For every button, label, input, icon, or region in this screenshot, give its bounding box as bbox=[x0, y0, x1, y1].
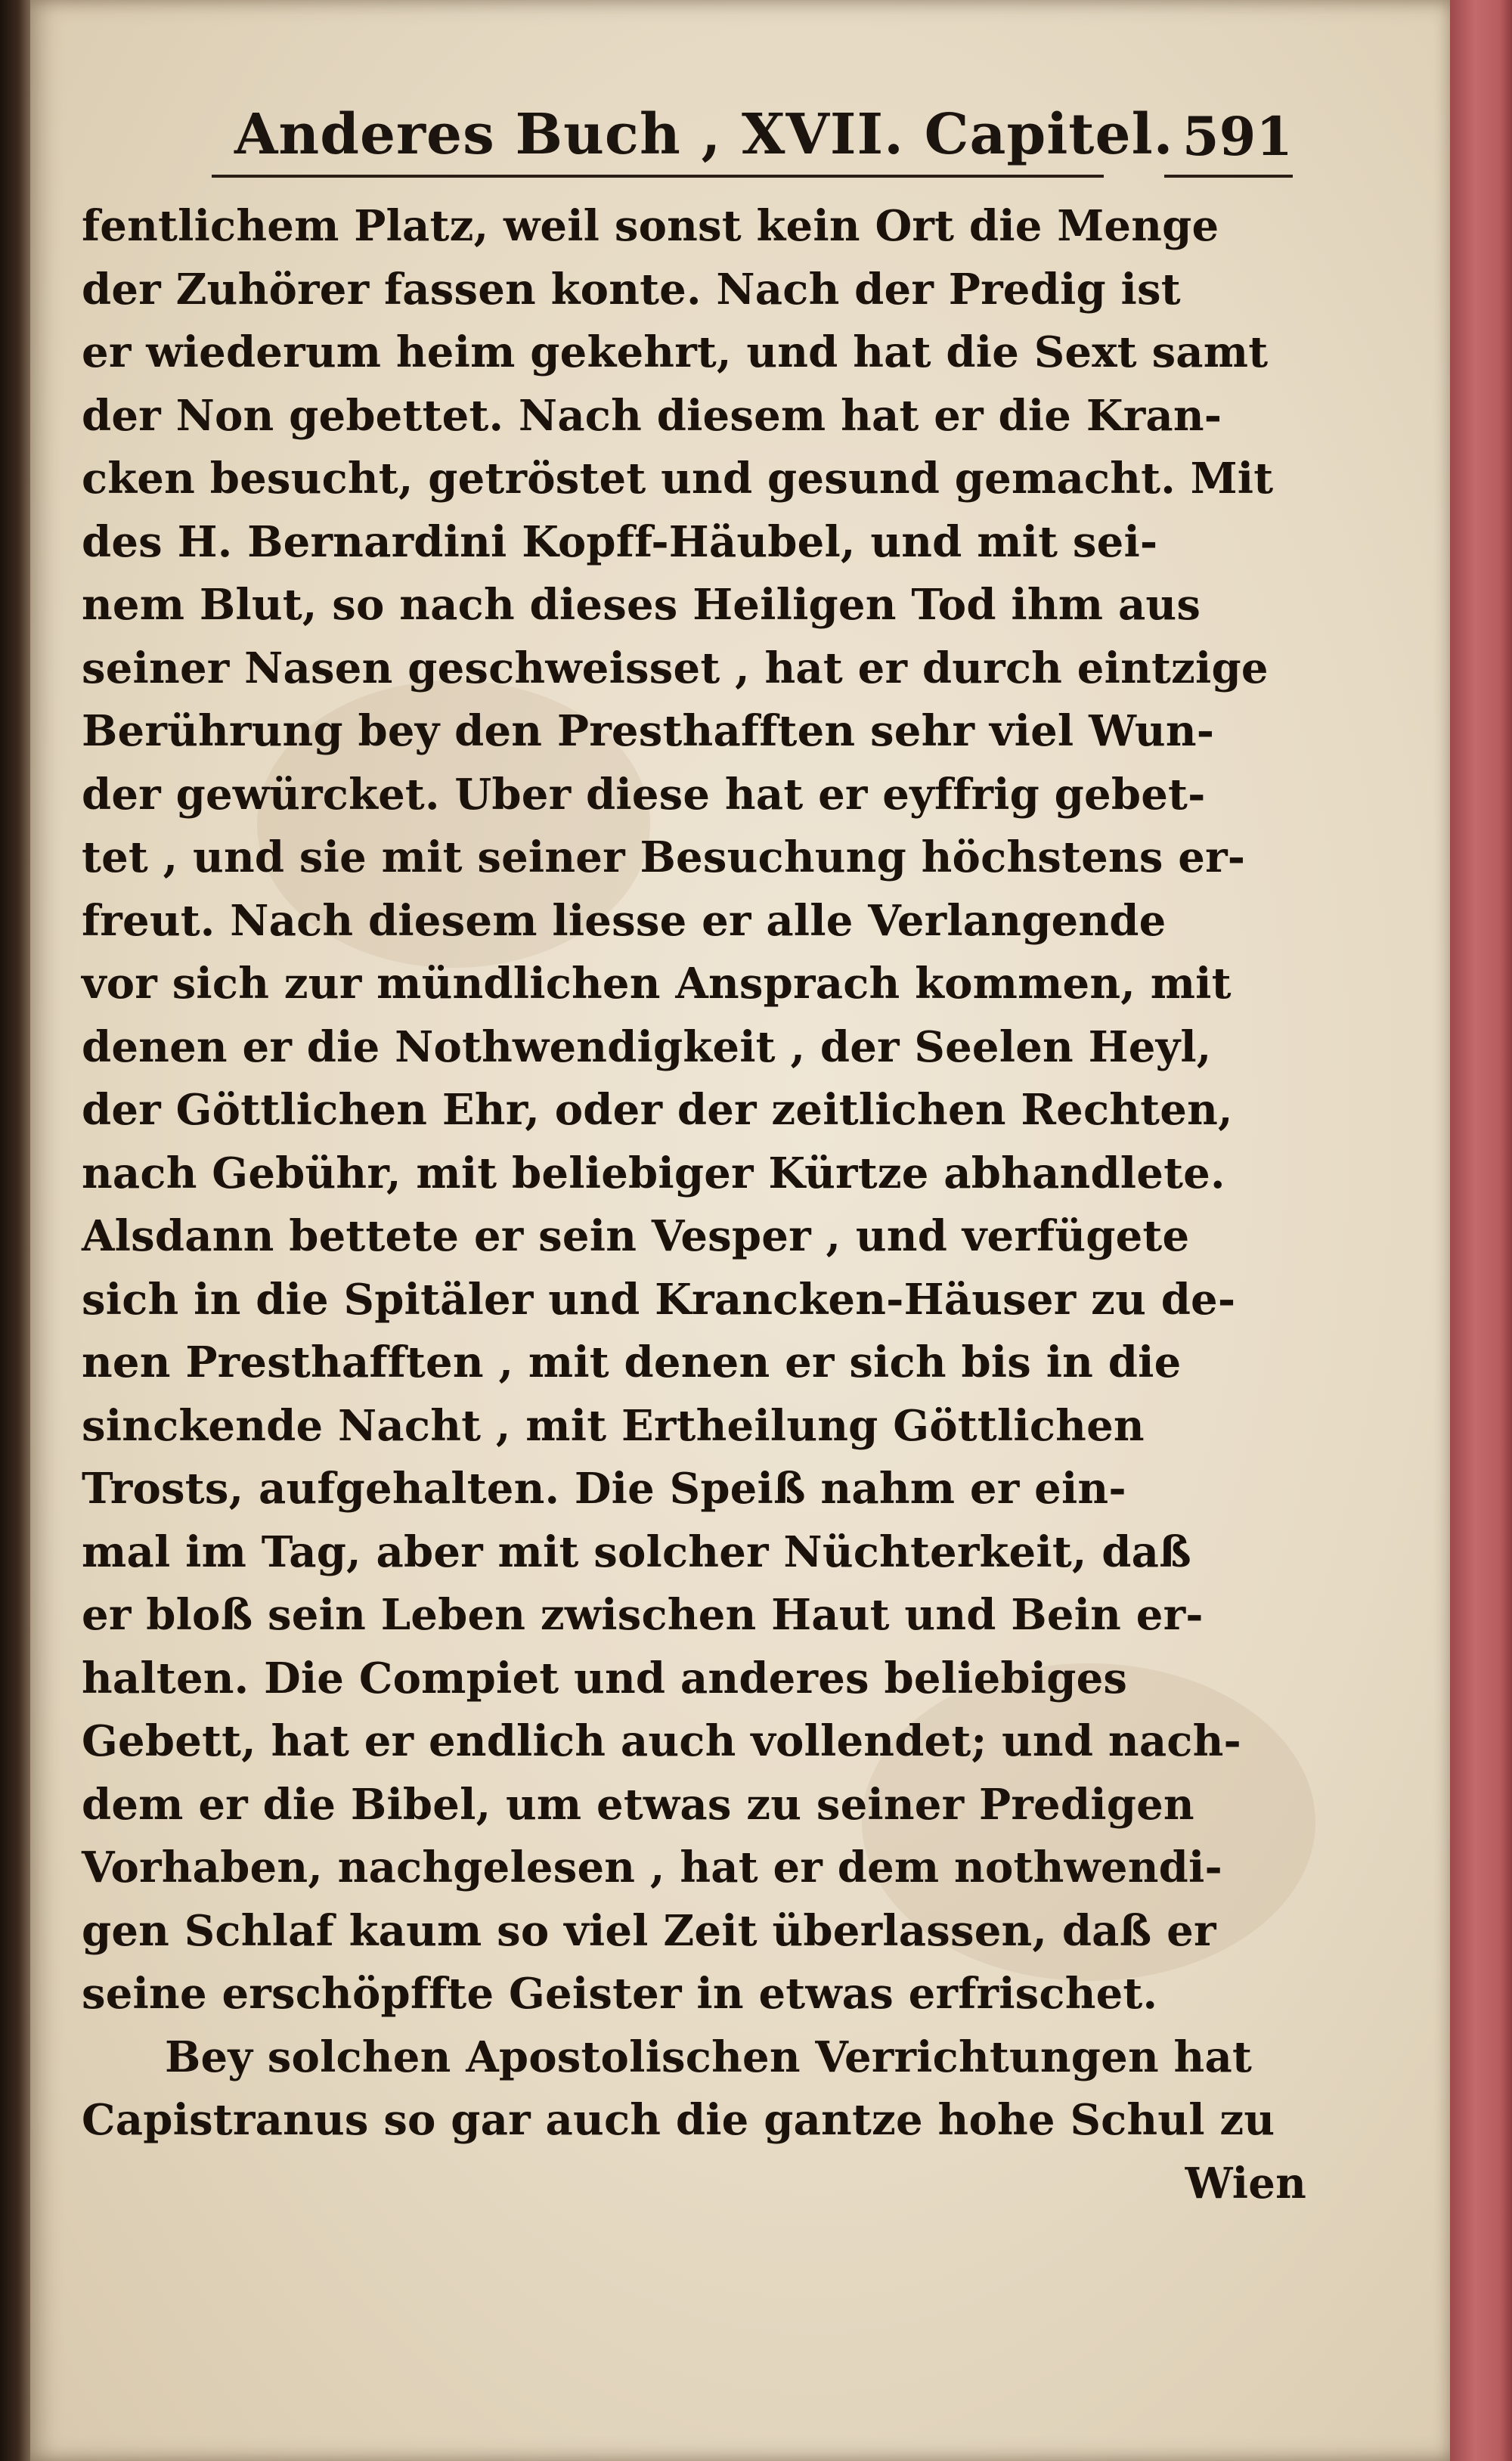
paragraph-start-line: Bey solchen Apostolischen Verrichtungen hat bbox=[165, 2032, 1253, 2082]
text-line: freut. Nach diesem liesse er alle Verlangende bbox=[82, 895, 1167, 946]
text-line: der gewürcket. Uber diese hat er eyffrig gebet- bbox=[82, 769, 1206, 820]
book-page bbox=[30, 0, 1452, 2461]
text-line: Gebett, hat er endlich auch vollendet; und nach- bbox=[82, 1716, 1241, 1766]
text-line: des H. Bernardini Kopff-Häubel, und mit sei- bbox=[82, 516, 1158, 567]
red-page-edge bbox=[1450, 0, 1512, 2461]
text-line: tet , und sie mit seiner Besuchung höchstens er- bbox=[82, 832, 1246, 882]
text-line: der Zuhörer fassen konte. Nach der Predig ist bbox=[82, 264, 1181, 315]
text-line: Alsdann bettete er sein Vesper , und verfügete bbox=[82, 1211, 1190, 1261]
text-line: dem er die Bibel, um etwas zu seiner Predigen bbox=[82, 1779, 1194, 1830]
text-line: mal im Tag, aber mit solcher Nüchterkeit, daß bbox=[82, 1527, 1191, 1577]
text-line: er bloß sein Leben zwischen Haut und Bein er- bbox=[82, 1590, 1204, 1640]
running-head-title: Anderes Buch , XVII. Capitel. bbox=[234, 102, 1174, 167]
text-line: er wiederum heim gekehrt, und hat die Sext samt bbox=[82, 327, 1269, 377]
catchword: Wien bbox=[1185, 2158, 1306, 2208]
text-line: seiner Nasen geschweisset , hat er durch eintzige bbox=[82, 643, 1269, 693]
text-line: vor sich zur mündlichen Ansprach kommen, mit bbox=[82, 959, 1232, 1009]
text-line: der Göttlichen Ehr, oder der zeitlichen Rechten, bbox=[82, 1085, 1233, 1135]
text-line: sinckende Nacht , mit Ertheilung Göttlichen bbox=[82, 1400, 1145, 1451]
text-line: nem Blut, so nach dieses Heiligen Tod ihm aus bbox=[82, 580, 1201, 630]
text-line: der Non gebettet. Nach diesem hat er die Kran- bbox=[82, 390, 1222, 441]
text-line: fentlichem Platz, weil sonst kein Ort die Menge bbox=[82, 201, 1219, 251]
text-line: Capistranus so gar auch die gantze hohe Schul zu bbox=[82, 2095, 1275, 2145]
text-line: Vorhaben, nachgelesen , hat er dem nothwendi- bbox=[82, 1843, 1222, 1892]
text-line: Berührung bey den Presthafften sehr viel Wun- bbox=[82, 706, 1215, 756]
page-number: 591 bbox=[1182, 105, 1293, 168]
text-line: nach Gebühr, mit beliebiger Kürtze abhandlete. bbox=[82, 1148, 1225, 1198]
head-rule-left bbox=[212, 175, 1104, 178]
text-line: seine erschöpffte Geister in etwas erfrischet. bbox=[82, 1969, 1158, 2019]
text-line: denen er die Nothwendigkeit , der Seelen Heyl, bbox=[82, 1021, 1212, 1072]
text-line: Trosts, aufgehalten. Die Speiß nahm er ein- bbox=[82, 1464, 1126, 1514]
book-gutter bbox=[0, 0, 30, 2461]
text-line: cken besucht, getröstet und gesund gemacht. Mit bbox=[82, 454, 1274, 504]
text-line: nen Presthafften , mit denen er sich bis in die bbox=[82, 1337, 1182, 1387]
text-line: sich in die Spitäler und Krancken-Häuser zu de- bbox=[82, 1274, 1236, 1325]
text-line: halten. Die Compiet und anderes beliebiges bbox=[82, 1653, 1128, 1703]
text-line: gen Schlaf kaum so viel Zeit überlassen, daß er bbox=[82, 1905, 1216, 1956]
running-head bbox=[212, 102, 1293, 185]
body-text bbox=[82, 195, 1306, 2215]
head-rule-right bbox=[1164, 175, 1293, 178]
